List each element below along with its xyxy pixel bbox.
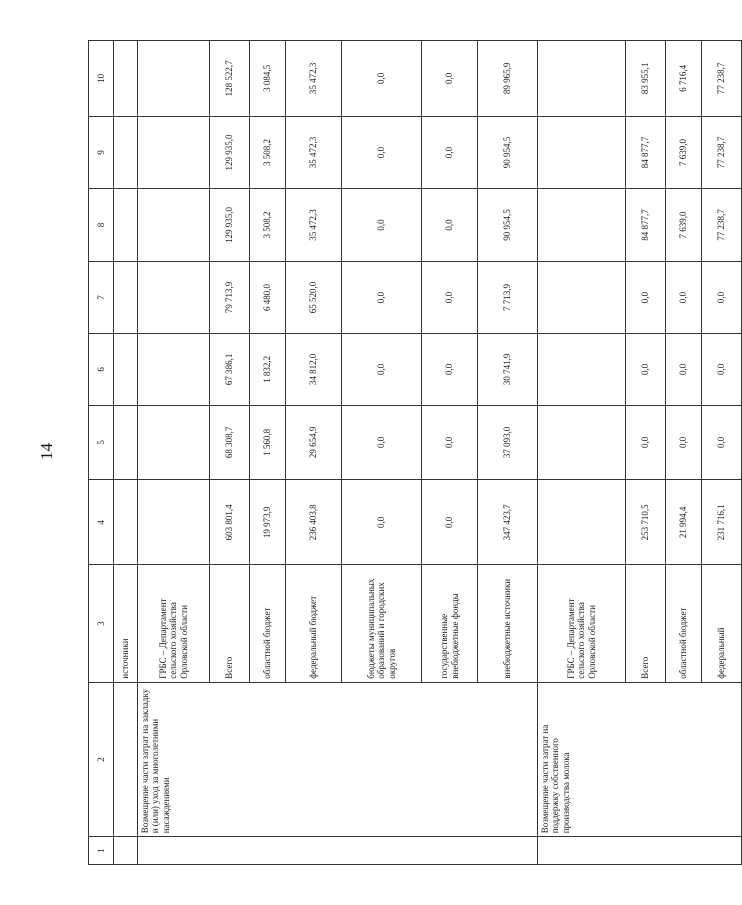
- row-number-cell: [538, 837, 742, 865]
- value-cell: [538, 405, 626, 480]
- value-cell: [138, 334, 210, 405]
- measure-name-cell: Возмещение части затрат на закладку и (или) уход за многолетними насаждениями: [138, 682, 538, 837]
- value-cell: 0,0: [422, 334, 478, 405]
- source-cell: федеральный бюджет: [286, 565, 342, 682]
- value-cell: 0,0: [422, 261, 478, 333]
- header-cell: 10: [89, 41, 114, 117]
- value-cell: 1 560,8: [250, 405, 286, 480]
- value-cell: 0,0: [342, 261, 422, 333]
- value-cell: 0,0: [702, 261, 742, 333]
- value-cell: 21 994,4: [666, 480, 702, 565]
- value-cell: 231 716,1: [702, 480, 742, 565]
- value-cell: 0,0: [342, 334, 422, 405]
- value-cell: 1 832,2: [250, 334, 286, 405]
- table-cell: [114, 116, 138, 188]
- source-cell: ГРБС – Департамент сельского хозяйства Орловской области: [538, 565, 626, 682]
- table-cell: [114, 837, 138, 865]
- value-cell: 0,0: [626, 405, 666, 480]
- value-cell: 7 639,0: [666, 116, 702, 188]
- source-cell: внебюджетные источники: [478, 565, 538, 682]
- value-cell: 0,0: [422, 405, 478, 480]
- header-cell: 7: [89, 261, 114, 333]
- budget-table: [88, 40, 742, 865]
- rotated-table-wrapper: [88, 40, 727, 865]
- value-cell: 19 973,9: [250, 480, 286, 565]
- value-cell: 34 812,0: [286, 334, 342, 405]
- value-cell: 6 480,0: [250, 261, 286, 333]
- value-cell: 7 639,0: [666, 189, 702, 261]
- value-cell: [538, 189, 626, 261]
- value-cell: 0,0: [422, 116, 478, 188]
- source-cell: областной бюджет: [666, 565, 702, 682]
- table-cell: [114, 261, 138, 333]
- value-cell: 83 955,1: [626, 41, 666, 117]
- source-cell: Всего: [210, 565, 250, 682]
- value-cell: [538, 480, 626, 565]
- value-cell: [538, 116, 626, 188]
- value-cell: 84 877,7: [626, 189, 666, 261]
- table-cell: [114, 682, 138, 837]
- page-number: 14: [37, 443, 56, 460]
- value-cell: 90 954,5: [478, 189, 538, 261]
- value-cell: 129 935,0: [210, 189, 250, 261]
- header-cell: 4: [89, 480, 114, 565]
- value-cell: 603 801,4: [210, 480, 250, 565]
- measure-name-cell: Возмещение части затрат на поддержку собственного производства молока: [538, 682, 742, 837]
- value-cell: 0,0: [702, 334, 742, 405]
- value-cell: 0,0: [342, 41, 422, 117]
- value-cell: 84 877,7: [626, 116, 666, 188]
- value-cell: 77 238,7: [702, 116, 742, 188]
- value-cell: 3 084,5: [250, 41, 286, 117]
- source-cell: ГРБС – Департамент сельского хозяйства Орловской области: [138, 565, 210, 682]
- value-cell: 0,0: [626, 261, 666, 333]
- value-cell: [138, 41, 210, 117]
- value-cell: 0,0: [422, 189, 478, 261]
- header-cell: 8: [89, 189, 114, 261]
- value-cell: 253 710,5: [626, 480, 666, 565]
- header-cell: 5: [89, 405, 114, 480]
- value-cell: 35 472,3: [286, 189, 342, 261]
- value-cell: 68 308,7: [210, 405, 250, 480]
- value-cell: 7 713,9: [478, 261, 538, 333]
- value-cell: 79 713,9: [210, 261, 250, 333]
- value-cell: 0,0: [342, 189, 422, 261]
- value-cell: 37 093,0: [478, 405, 538, 480]
- value-cell: 65 520,0: [286, 261, 342, 333]
- table-row: [138, 41, 210, 865]
- value-cell: 67 386,1: [210, 334, 250, 405]
- value-cell: 0,0: [342, 405, 422, 480]
- header-cell: 3: [89, 565, 114, 682]
- value-cell: [138, 405, 210, 480]
- value-cell: [538, 261, 626, 333]
- value-cell: [538, 334, 626, 405]
- value-cell: 90 954,5: [478, 116, 538, 188]
- value-cell: [138, 116, 210, 188]
- value-cell: 77 238,7: [702, 189, 742, 261]
- table-cell: [114, 405, 138, 480]
- value-cell: 0,0: [422, 480, 478, 565]
- value-cell: [138, 261, 210, 333]
- value-cell: 29 654,9: [286, 405, 342, 480]
- source-cell: источники: [114, 565, 138, 682]
- value-cell: 35 472,3: [286, 41, 342, 117]
- value-cell: 30 741,9: [478, 334, 538, 405]
- value-cell: 347 423,7: [478, 480, 538, 565]
- value-cell: 0,0: [342, 116, 422, 188]
- value-cell: 0,0: [626, 334, 666, 405]
- header-cell: 9: [89, 116, 114, 188]
- table-row: [538, 41, 626, 865]
- value-cell: 6 716,4: [666, 41, 702, 117]
- value-cell: 129 935,0: [210, 116, 250, 188]
- source-cell: федеральный: [702, 565, 742, 682]
- table-cell: [114, 41, 138, 117]
- value-cell: [138, 480, 210, 565]
- value-cell: 0,0: [342, 480, 422, 565]
- source-cell: бюджеты муниципальных образований и городских округов: [342, 565, 422, 682]
- header-row: [89, 41, 114, 865]
- header-cell: 6: [89, 334, 114, 405]
- value-cell: 0,0: [702, 405, 742, 480]
- table-cell: [114, 189, 138, 261]
- value-cell: 236 403,8: [286, 480, 342, 565]
- source-cell: Всего: [626, 565, 666, 682]
- value-cell: 0,0: [422, 41, 478, 117]
- value-cell: 0,0: [666, 334, 702, 405]
- value-cell: 89 965,9: [478, 41, 538, 117]
- table-cell: [114, 334, 138, 405]
- value-cell: 3 508,2: [250, 116, 286, 188]
- source-cell: государственные внебюджетные фонды: [422, 565, 478, 682]
- value-cell: 35 472,3: [286, 116, 342, 188]
- table-row: [114, 41, 138, 865]
- row-number-cell: [138, 837, 538, 865]
- header-cell: 2: [89, 682, 114, 837]
- value-cell: 77 238,7: [702, 41, 742, 117]
- value-cell: [538, 41, 626, 117]
- source-cell: областной бюджет: [250, 565, 286, 682]
- value-cell: 0,0: [666, 261, 702, 333]
- table-cell: [114, 480, 138, 565]
- header-cell: 1: [89, 837, 114, 865]
- value-cell: 128 522,7: [210, 41, 250, 117]
- value-cell: 0,0: [666, 405, 702, 480]
- value-cell: [138, 189, 210, 261]
- value-cell: 3 508,2: [250, 189, 286, 261]
